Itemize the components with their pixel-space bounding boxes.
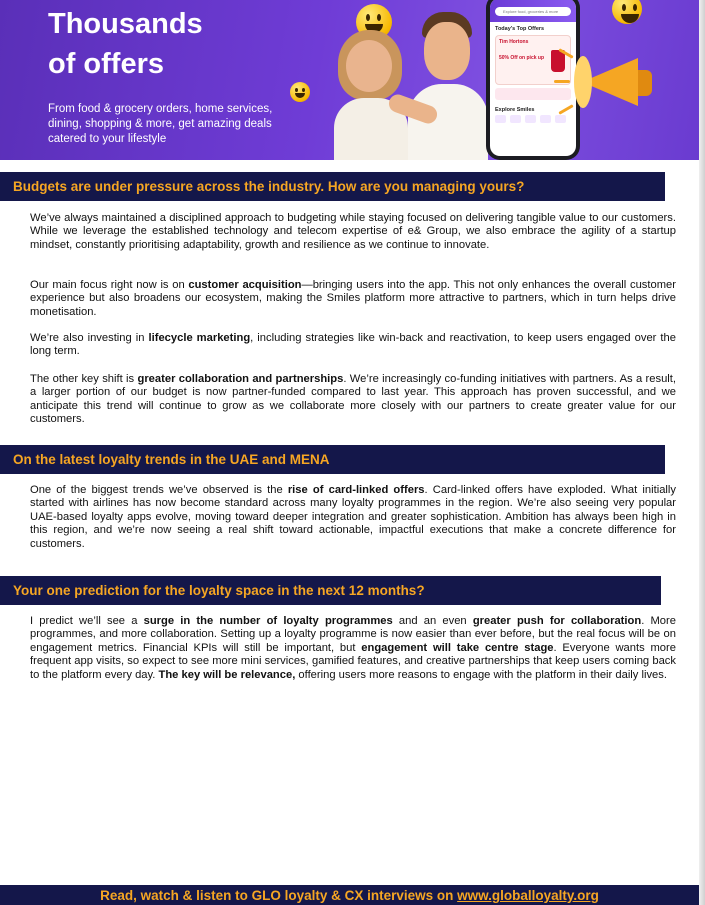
footer-banner: [0, 885, 699, 905]
phone-explore-title: Explore Smiles: [495, 107, 535, 113]
paragraph: [30, 484, 676, 551]
text-run: The other key shift is: [30, 373, 138, 385]
text-run: One of the biggest trends we’ve observed is the: [30, 484, 288, 496]
smiley-emoji-icon: [290, 82, 310, 102]
paragraph: [30, 212, 676, 252]
banner-title-line-2: of offers: [48, 48, 164, 80]
bold-phrase: The key will be relevance,: [158, 668, 296, 681]
phone-offer-card: [495, 35, 571, 85]
paragraph: [30, 279, 676, 319]
bold-phrase: greater push for collaboration: [472, 615, 642, 627]
phone-offer-text: 50% Off on pick up: [499, 55, 545, 61]
text-run: , including strategies like win-back and reactivation, to keep users engaged over the long term.: [30, 332, 676, 358]
bold-phrase: customer acquisition: [188, 279, 302, 291]
paragraph: [30, 373, 676, 427]
phone-offer-brand: Tim Hortons: [499, 39, 529, 45]
text-run: We’re also investing in: [30, 332, 149, 344]
footer-website-link[interactable]: www.globalloyalty.org: [457, 888, 599, 903]
text-run: . Card-linked offers have exploded. What initially started with airlines has now become standard across many loyalty programmes in the region. We’re also seeing very popular UAE-based loyalty apps evolve, moving toward deeper integration and greater sophistication. Ambition has always been high in this region, and we’re now seeing a real shift toward actionable, impactful executions that make a concrete difference for customers.: [30, 484, 676, 550]
paragraph: [30, 332, 676, 359]
paragraph: [30, 615, 676, 682]
page-edge-shadow: [699, 0, 705, 905]
banner-title-line-1: Thousands: [48, 8, 203, 40]
phone-search-bar: Explore food, groceries & more: [495, 7, 571, 16]
text-run: I predict we’ll see a: [30, 615, 144, 627]
hero-banner: [0, 0, 699, 160]
bold-phrase: lifecycle marketing: [148, 332, 251, 344]
man-figure: [400, 8, 490, 160]
text-run: offering users more reasons to engage with the platform in their daily lives.: [295, 668, 667, 681]
section-heading-prediction: Your one prediction for the loyalty space in the next 12 months?: [0, 576, 661, 605]
text-run: Our main focus right now is on: [30, 279, 189, 291]
text-run: . We’re increasingly co-funding initiatives with partners. As a result, a larger portion of our budget is now partner-funded compared to last year. This approach has proven successful, and we anticipate this trend will continue to grow as we collaborate more closely with our partners to create greater value for our customers.: [30, 373, 676, 426]
footer-text: Read, watch & listen to GLO loyalty & CX interviews on: [100, 888, 458, 903]
bold-phrase: engagement will take centre stage: [361, 641, 554, 654]
text-run: We’ve always maintained a disciplined approach to budgeting while staying focused on delivering tangible value to our customers. While we leverage the established technology and telecom expertise of e& Group, we also embrace the agility of a startup mindset, constantly prioritising adaptability, growth and resilience as we continue to innovate.: [30, 212, 676, 251]
text-run: —bringing users into the app. This not only enhances the overall customer experience but also broadens our ecosystem, making the Smiles platform more attractive to partners, which in turn helps drive monetisation.: [30, 279, 676, 318]
smiley-emoji-icon: [612, 0, 642, 24]
phone-section-title: Today's Top Offers: [495, 26, 545, 32]
banner-title: [48, 4, 203, 84]
phone-promo-strip: [495, 88, 571, 100]
excited-couple-illustration: [330, 0, 490, 160]
section-heading-loyalty-trends: On the latest loyalty trends in the UAE and MENA: [0, 445, 665, 474]
banner-subtitle: From food & grocery orders, home services, dining, shopping & more, get amazing deals catered to your lifestyle: [48, 103, 273, 145]
text-run: . More programmes, and more collaboration. Setting up a loyalty programme is now easier than ever before, but the real focus will be on engagement metrics. Financial KPIs will still be important, but: [30, 615, 676, 654]
bold-phrase: surge in the number of loyalty programmes: [143, 615, 393, 627]
phone-category-icons: [490, 113, 576, 125]
bold-phrase: rise of card-linked offers: [287, 484, 425, 496]
text-run: and an even: [392, 615, 473, 627]
text-run: . Everyone wants more frequent app visits, so expect to see more mini services, gamified features, and creative partnerships that keep users coming back to the platform every day.: [30, 641, 676, 681]
bold-phrase: greater collaboration and partnerships: [137, 373, 344, 385]
megaphone-icon: [572, 52, 656, 116]
section-heading-budgets: Budgets are under pressure across the industry. How are you managing yours?: [0, 172, 665, 201]
